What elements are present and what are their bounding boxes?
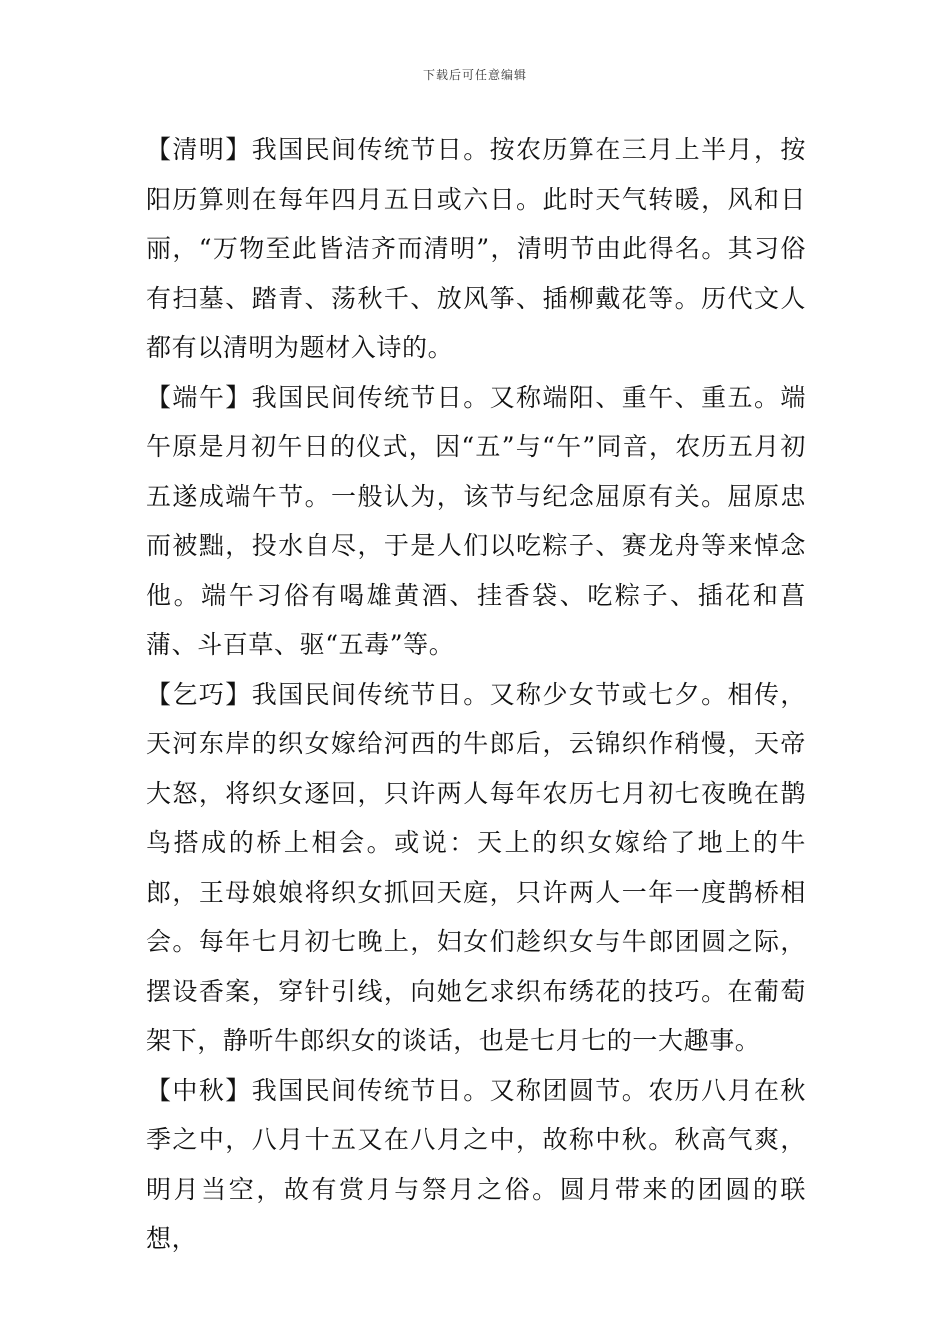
festival-entry-qiqiao [146,670,806,1066]
entry-title: 【端午】 [146,382,252,412]
entry-title: 【中秋】 [146,1075,252,1105]
festival-entry-duanwu [146,373,806,670]
entry-title: 【乞巧】 [146,679,252,709]
entry-text: 我国民间传统节日。按农历算在三月上半月，按阳历算则在每年四月五日或六日。此时天气转暖，风和日丽，“万物至此皆洁齐而清明”，清明节由此得名。其习俗有扫墓、踏青、荡秋千、放风筝、插柳戴花等。历代文人都有以清明为题材入诗的。 [146,135,806,362]
article-body [146,125,806,1264]
entry-text: 我国民间传统节日。又称少女节或七夕。相传，天河东岸的织女嫁给河西的牛郎后，云锦织作稍慢，天帝大怒，将织女逐回，只许两人每年农历七月初七夜晚在鹊鸟搭成的桥上相会。或说：天上的织女嫁给了地上的牛郎，王母娘娘将织女抓回天庭，只许两人一年一度鹊桥相会。每年七月初七晚上，妇女们趁织女与牛郎团圆之际，摆设香案，穿针引线，向她乞求织布绣花的技巧。在葡萄架下，静听牛郎织女的谈话，也是七月七的一大趣事。 [146,679,806,1055]
page-header-note: 下载后可任意编辑 [422,68,527,82]
festival-entry-zhongqiu [146,1066,806,1264]
entry-text: 我国民间传统节日。又称团圆节。农历八月在秋季之中，八月十五又在八月之中，故称中秋。秋高气爽，明月当空，故有赏月与祭月之俗。圆月带来的团圆的联想， [146,1075,806,1253]
entry-title: 【清明】 [146,135,252,164]
festival-entry-qingming [146,125,806,373]
entry-text: 我国民间传统节日。又称端阳、重午、重五。端午原是月初午日的仪式，因“五”与“午”同音，农历五月初五遂成端午节。一般认为，该节与纪念屈原有关。屈原忠而被黜，投水自尽，于是人们以吃粽子、赛龙舟等来悼念他。端午习俗有喝雄黄酒、挂香袋、吃粽子、插花和菖蒲、斗百草、驱“五毒”等。 [146,382,806,659]
